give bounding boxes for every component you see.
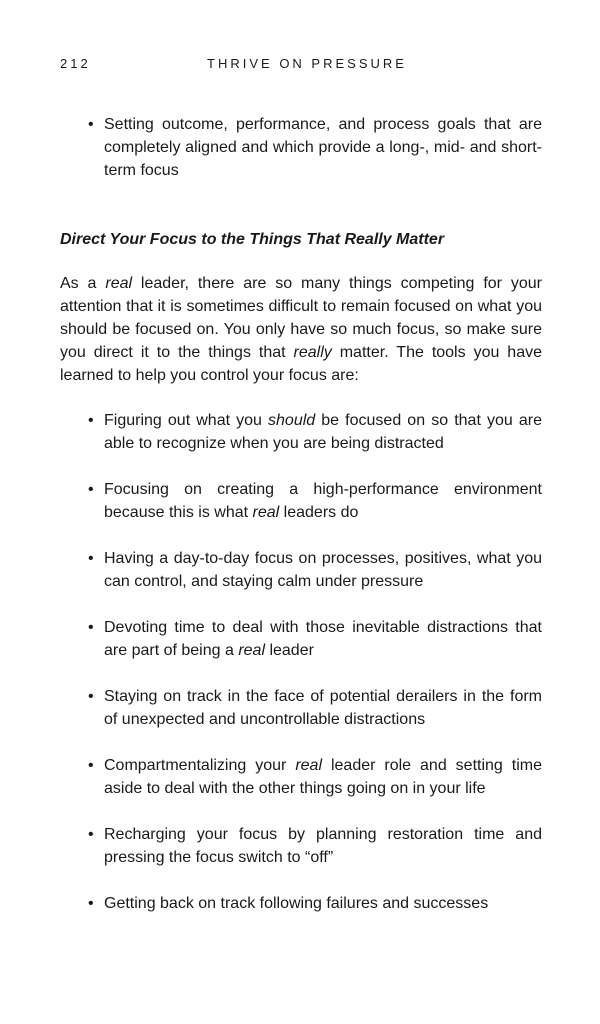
list-item — [60, 409, 542, 455]
list-item-text: Staying on track in the face of potential derailers in the form of unexpected and uncontrollable distractions — [104, 688, 542, 728]
bullet-icon: • — [88, 412, 94, 429]
list-item — [60, 823, 542, 869]
list-item-text: Devoting time to deal with those inevitable distractions that are part of being a — [104, 619, 542, 659]
list-item-text: leader — [265, 642, 314, 659]
bullet-icon: • — [88, 895, 94, 912]
list-item — [60, 892, 542, 915]
list-item-text: Recharging your focus by planning restoration time and pressing the focus switch to “off” — [104, 826, 542, 866]
page-header — [60, 56, 542, 74]
list-item-text: Getting back on track following failures and successes — [104, 895, 489, 912]
list-item — [60, 616, 542, 662]
list-item-text: leaders do — [279, 504, 359, 521]
list-item-text: Focusing on creating a high-performance environment because this is what — [104, 481, 542, 521]
bullet-icon: • — [88, 826, 94, 843]
list-item-text: Compartmentalizing your — [104, 757, 296, 774]
list-item — [60, 754, 542, 800]
emphasis-text: real — [252, 504, 280, 521]
body-paragraph — [60, 272, 542, 387]
list-item-text: Setting outcome, performance, and process goals that are completely aligned and which provide a long-, mid- and short-term focus — [104, 116, 542, 179]
bullet-icon: • — [88, 481, 94, 498]
emphasis-text: should — [268, 412, 316, 429]
list-item — [60, 113, 542, 182]
emphasis-text: real — [295, 757, 323, 774]
emphasis-text: real — [238, 642, 265, 659]
list-item-text: Figuring out what you — [104, 412, 269, 429]
bullet-icon: • — [88, 688, 94, 705]
list-item-text: be focused on so that you are able to recognize when you are being distracted — [104, 412, 542, 452]
list-item-text: Having a day-to-day focus on processes, positives, what you can control, and staying calm under pressure — [104, 550, 542, 590]
paragraph-text: As a — [60, 275, 106, 292]
page-number: 212 — [60, 56, 91, 71]
focus-tools-list — [60, 409, 542, 938]
bullet-icon: • — [88, 550, 94, 567]
paragraph-text: matter. The tools you have learned to help you control your focus are: — [60, 344, 543, 384]
list-item-text: leader role and setting time aside to deal with the other things going on in your life — [104, 757, 543, 797]
section-heading: Direct Your Focus to the Things That Really Matter — [60, 231, 445, 248]
emphasis-text: really — [293, 344, 332, 361]
running-title: THRIVE ON PRESSURE — [207, 56, 407, 71]
list-item — [60, 685, 542, 731]
top-bullet-list — [60, 113, 542, 204]
list-item — [60, 478, 542, 524]
bullet-icon: • — [88, 619, 94, 636]
paragraph-text: leader, there are so many things competing for your attention that it is sometimes difficult to remain focused on what you should be focused on. You only have so much focus, so make sure you direct it to the things that — [60, 275, 542, 361]
emphasis-text: real — [105, 275, 133, 292]
bullet-icon: • — [88, 116, 94, 133]
list-item — [60, 547, 542, 593]
bullet-icon: • — [88, 757, 94, 774]
